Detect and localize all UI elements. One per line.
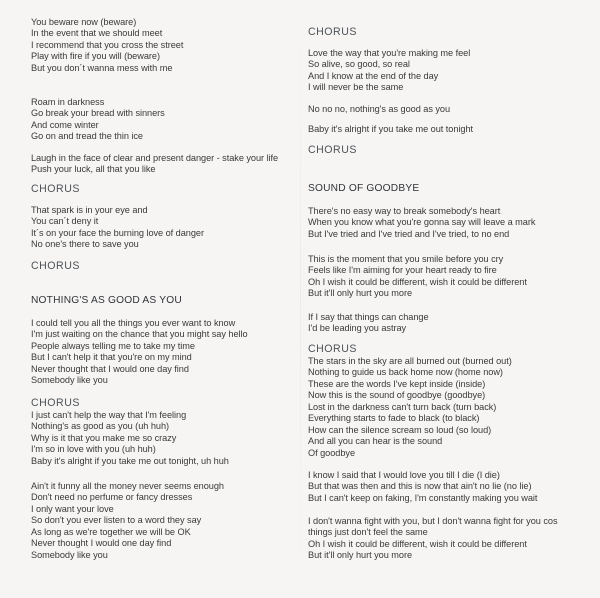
lyric-line: People always telling me to take my time bbox=[31, 340, 195, 351]
lyric-line: Oh I wish it could be different, wish it could be different bbox=[308, 538, 527, 549]
verse-stanza bbox=[308, 312, 429, 335]
lyric-line: But I've tried and I've tried and I've tried, to no end bbox=[308, 228, 510, 239]
lyric-line: And I know at the end of the day bbox=[308, 70, 439, 81]
lyric-line: And come winter bbox=[31, 119, 99, 130]
lyric-line: Of goodbye bbox=[308, 447, 356, 458]
lyric-line: Go on and tread the thin ice bbox=[31, 131, 143, 142]
lyric-line: Now this is the sound of goodbye (goodbye) bbox=[308, 390, 486, 401]
lyric-line: Love the way that you're making me feel bbox=[308, 48, 471, 58]
lyric-line: Why is it that you make me so crazy bbox=[31, 432, 177, 443]
lyric-line: Everything starts to fade to black (to black) bbox=[308, 413, 480, 424]
lyric-line: But that was then and this is now that ain't no lie (no lie) bbox=[308, 481, 532, 492]
song-title: SOUND OF GOODBYE bbox=[308, 183, 420, 194]
lyric-line: If I say that things can change bbox=[308, 312, 429, 322]
verse-stanza bbox=[31, 318, 248, 387]
verse-stanza bbox=[308, 48, 470, 94]
lyric-line: I recommend that you cross the street bbox=[31, 39, 184, 50]
lyric-line: I know I said that I would love you till I die (I die) bbox=[308, 470, 500, 480]
lyric-line: As long as we're together we will be OK bbox=[31, 526, 191, 537]
verse-stanza bbox=[31, 410, 229, 467]
lyric-line: How can the silence scream so loud (so loud) bbox=[308, 424, 492, 435]
lyric-line: But I can't keep on faking, I'm constantly making you wait bbox=[308, 492, 538, 503]
lyric-line: Baby it's alright if you take me out tonight, uh huh bbox=[31, 455, 229, 466]
lyric-line: Roam in darkness bbox=[31, 97, 105, 107]
lyric-line: Never thought that I would one day find bbox=[31, 363, 189, 374]
verse-stanza bbox=[308, 470, 537, 504]
song-title: NOTHING'S AS GOOD AS YOU bbox=[31, 295, 182, 306]
lyric-line: You can´t deny it bbox=[31, 216, 99, 227]
lyric-line: I'm just waiting on the chance that you might say hello bbox=[31, 329, 248, 340]
lyric-line: No one's there to save you bbox=[31, 239, 139, 250]
lyric-line: This is the moment that you smile before you cry bbox=[308, 254, 504, 264]
lyric-line: Never thought I would one day find bbox=[31, 538, 172, 549]
verse-stanza bbox=[308, 356, 512, 459]
lyric-line: Feels like I'm aiming for your heart ready to fire bbox=[308, 265, 497, 276]
lyric-line: Laugh in the face of clear and present danger - stake your life bbox=[31, 153, 279, 163]
lyric-line: These are the words I've kept inside (inside) bbox=[308, 378, 486, 389]
lyric-line: Nothing to guide us back home now (home now) bbox=[308, 367, 503, 378]
lyric-line: The stars in the sky are all burned out (burned out) bbox=[308, 356, 512, 366]
verse-stanza bbox=[308, 124, 473, 135]
lyric-line: You beware now (beware) bbox=[31, 17, 137, 27]
lyric-line: Lost in the darkness can't turn back (turn back) bbox=[308, 401, 497, 412]
verse-stanza bbox=[31, 97, 165, 143]
chorus-label: CHORUS bbox=[308, 343, 357, 355]
lyric-line: I could tell you all the things you ever want to know bbox=[31, 318, 236, 328]
lyric-line: Baby it's alright if you take me out tonight bbox=[308, 124, 474, 134]
verse-stanza bbox=[308, 206, 535, 240]
lyric-line: In the event that we should meet bbox=[31, 28, 163, 39]
chorus-label: CHORUS bbox=[308, 26, 357, 38]
verse-stanza bbox=[308, 516, 558, 562]
lyric-line: Oh I wish it could be different, wish it could be different bbox=[308, 276, 527, 287]
lyric-line: Don't need no perfume or fancy dresses bbox=[31, 492, 193, 503]
lyric-line: I only want your love bbox=[31, 503, 114, 514]
lyric-line: But you don´t wanna mess with me bbox=[31, 62, 173, 73]
verse-stanza bbox=[31, 17, 183, 74]
verse-stanza bbox=[31, 153, 278, 176]
lyric-line: But it'll only hurt you more bbox=[308, 550, 413, 561]
verse-stanza bbox=[31, 481, 224, 561]
page-gutter bbox=[300, 0, 301, 598]
verse-stanza bbox=[308, 104, 450, 115]
lyric-line: Somebody like you bbox=[31, 375, 108, 386]
lyric-line: Ain't it funny all the money never seems enough bbox=[31, 481, 224, 491]
lyric-line: But it'll only hurt you more bbox=[308, 288, 413, 299]
lyric-line: Push your luck, all that you like bbox=[31, 164, 156, 175]
lyric-line: There's no easy way to break somebody's heart bbox=[308, 206, 501, 216]
lyric-line: That spark is in your eye and bbox=[31, 205, 148, 215]
lyric-line: Nothing's as good as you (uh huh) bbox=[31, 421, 170, 432]
lyric-line: But I can't help it that you're on my mind bbox=[31, 352, 192, 363]
lyric-line: It´s on your face the burning love of danger bbox=[31, 227, 204, 238]
lyric-line: So don't you ever listen to a word they say bbox=[31, 515, 202, 526]
lyric-line: I will never be the same bbox=[308, 82, 404, 93]
lyric-line: Somebody like you bbox=[31, 549, 108, 560]
lyric-line: I'm so in love with you (uh huh) bbox=[31, 444, 156, 455]
lyric-line: I just can't help the way that I'm feeling bbox=[31, 410, 187, 420]
verse-stanza bbox=[31, 205, 204, 251]
chorus-label: CHORUS bbox=[31, 183, 80, 195]
chorus-label: CHORUS bbox=[31, 397, 80, 409]
lyric-line: Play with fire if you will (beware) bbox=[31, 51, 160, 62]
chorus-label: CHORUS bbox=[31, 260, 80, 272]
lyric-line: Go break your bread with sinners bbox=[31, 108, 165, 119]
lyric-line: So alive, so good, so real bbox=[308, 59, 410, 70]
lyric-line: I don't wanna fight with you, but I don't wanna fight for you cos bbox=[308, 516, 558, 526]
lyric-line: things just don't feel the same bbox=[308, 527, 428, 538]
chorus-label: CHORUS bbox=[308, 144, 357, 156]
verse-stanza bbox=[308, 254, 527, 300]
lyric-line: When you know what you're gonna say will leave a mark bbox=[308, 217, 536, 228]
lyric-line: I'd be leading you astray bbox=[308, 323, 407, 334]
lyric-line: No no no, nothing's as good as you bbox=[308, 104, 451, 114]
lyric-line: And all you can hear is the sound bbox=[308, 436, 443, 447]
